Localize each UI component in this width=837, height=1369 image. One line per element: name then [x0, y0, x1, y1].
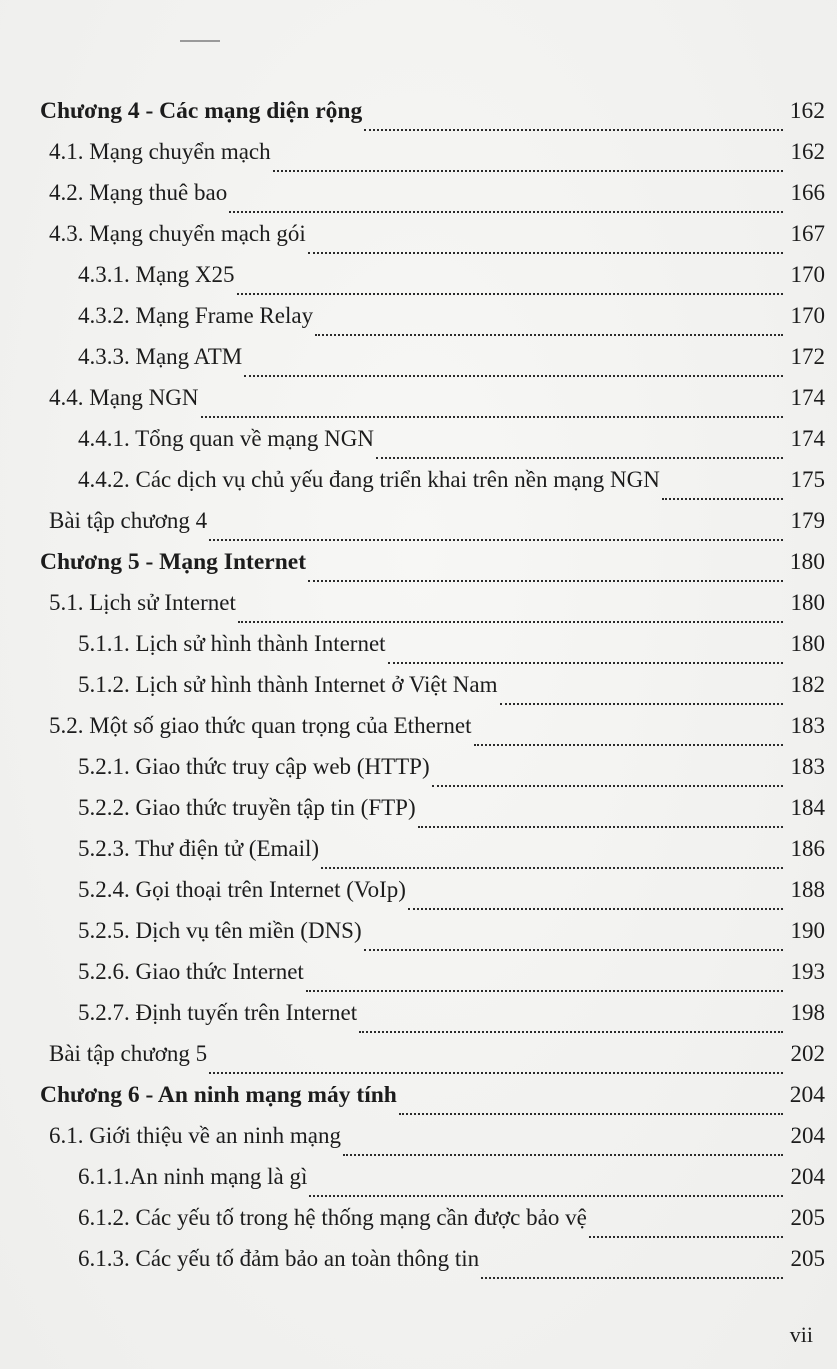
toc-page-number: 184: [790, 795, 825, 820]
toc-page-number: 179: [790, 508, 825, 533]
toc-entry-row: [40, 180, 825, 221]
toc-entry-row: [40, 1205, 825, 1246]
toc-chapter-row: [40, 1082, 825, 1123]
dot-leader: [308, 251, 783, 254]
toc-page-number: 167: [790, 221, 825, 246]
dot-leader: [315, 333, 783, 336]
toc-entry-row: [40, 1123, 825, 1164]
toc-entry-title: 4.3. Mạng chuyển mạch gói: [49, 221, 306, 246]
dot-leader: [238, 620, 783, 623]
toc-entry-title: 5.2.6. Giao thức Internet: [78, 959, 304, 984]
dot-leader: [432, 784, 783, 787]
toc-page-number: 162: [789, 98, 825, 124]
toc-chapter-row: [40, 98, 825, 139]
top-mark: [180, 40, 220, 42]
toc-page-number: 174: [790, 426, 825, 451]
dot-leader: [500, 702, 784, 705]
dot-leader: [306, 989, 783, 992]
toc-entry-title: Chương 4 - Các mạng diện rộng: [40, 98, 363, 124]
toc-entry-title: 5.1. Lịch sử Internet: [49, 590, 236, 615]
toc-entry-title: 4.4. Mạng NGN: [49, 385, 199, 410]
toc-entry-title: Chương 6 - An ninh mạng máy tính: [40, 1082, 397, 1108]
dot-leader: [408, 907, 783, 910]
toc-page-number: 204: [790, 1123, 825, 1148]
toc-page-number: 204: [789, 1082, 825, 1108]
toc-entry-row: [40, 959, 825, 1000]
toc-entry-row: [40, 590, 825, 631]
toc-page-number: 170: [790, 262, 825, 287]
toc-page-number: 180: [789, 549, 825, 575]
toc-entry-title: 5.2. Một số giao thức quan trọng của Ethernet: [49, 713, 472, 738]
toc-entry-title: 4.3.1. Mạng X25: [78, 262, 235, 287]
toc-entry-row: [40, 918, 825, 959]
toc-entry-row: [40, 754, 825, 795]
toc-entry-title: 4.3.2. Mạng Frame Relay: [78, 303, 314, 328]
toc-page-number: 190: [790, 918, 825, 943]
toc-entry-title: 5.2.3. Thư điện tử (Email): [78, 836, 320, 861]
dot-leader: [308, 579, 783, 582]
toc-entry-row: [40, 631, 825, 672]
dot-leader: [418, 825, 783, 828]
dot-leader: [589, 1235, 783, 1238]
dot-leader: [343, 1153, 783, 1156]
dot-leader: [474, 743, 783, 746]
toc-entry-title: 5.1.2. Lịch sử hình thành Internet ở Việt Nam: [78, 672, 498, 697]
dot-leader: [309, 1194, 783, 1197]
toc-page-number: 198: [790, 1000, 825, 1025]
dot-leader: [237, 292, 783, 295]
dot-leader: [376, 456, 783, 459]
toc-page-number: 183: [790, 754, 825, 779]
toc-entry-title: 4.4.2. Các dịch vụ chủ yếu đang triển khai trên nền mạng NGN: [78, 467, 660, 492]
toc-entry-row: [40, 1041, 825, 1082]
toc-page-number: 205: [790, 1246, 825, 1271]
toc-page-number: 193: [790, 959, 825, 984]
toc-entry-row: [40, 713, 825, 754]
dot-leader: [662, 497, 783, 500]
toc-entry-title: Chương 5 - Mạng Internet: [40, 549, 307, 575]
dot-leader: [244, 374, 783, 377]
dot-leader: [229, 210, 783, 213]
dot-leader: [201, 415, 784, 418]
toc-entry-title: Bài tập chương 5: [49, 1041, 208, 1066]
toc-page-number: 166: [790, 180, 825, 205]
toc-page-number: 172: [790, 344, 825, 369]
toc-page-number: 183: [790, 713, 825, 738]
toc-entry-row: [40, 508, 825, 549]
toc-page-number: 186: [790, 836, 825, 861]
toc-entry-title: 4.1. Mạng chuyển mạch: [49, 139, 271, 164]
toc-entry-row: [40, 426, 825, 467]
toc-entry-row: [40, 836, 825, 877]
toc-page-number: 202: [790, 1041, 825, 1066]
toc-entry-row: [40, 303, 825, 344]
toc-entry-row: [40, 1000, 825, 1041]
dot-leader: [209, 538, 783, 541]
toc-page-number: 162: [790, 139, 825, 164]
dot-leader: [321, 866, 783, 869]
toc-entry-title: 6.1.2. Các yếu tố trong hệ thống mạng cần được bảo vệ: [78, 1205, 587, 1230]
toc-entry-title: 4.2. Mạng thuê bao: [49, 180, 228, 205]
page-number-footer: vii: [789, 1322, 813, 1347]
toc-page-number: 188: [790, 877, 825, 902]
toc-entry-title: Bài tập chương 4: [49, 508, 208, 533]
dot-leader: [359, 1030, 783, 1033]
toc-entry-row: [40, 1164, 825, 1205]
dot-leader: [364, 948, 783, 951]
toc-entry-row: [40, 877, 825, 918]
toc-entry-row: [40, 221, 825, 262]
toc-page-number: 205: [790, 1205, 825, 1230]
toc-chapter-row: [40, 549, 825, 590]
dot-leader: [481, 1276, 783, 1279]
dot-leader: [273, 169, 783, 172]
toc-entry-title: 5.2.7. Định tuyến trên Internet: [78, 1000, 358, 1025]
toc-entry-title: 5.2.5. Dịch vụ tên miền (DNS): [78, 918, 362, 943]
toc-page-number: 182: [790, 672, 825, 697]
toc-entry-row: [40, 139, 825, 180]
toc-page-number: 175: [790, 467, 825, 492]
toc-entry-title: 4.3.3. Mạng ATM: [78, 344, 243, 369]
table-of-contents: [40, 98, 825, 1287]
toc-entry-title: 6.1. Giới thiệu về an ninh mạng: [49, 1123, 341, 1148]
toc-page-number: 174: [790, 385, 825, 410]
toc-entry-title: 5.1.1. Lịch sử hình thành Internet: [78, 631, 386, 656]
toc-entry-row: [40, 344, 825, 385]
dot-leader: [364, 128, 783, 131]
toc-entry-title: 4.4.1. Tổng quan về mạng NGN: [78, 426, 374, 451]
toc-page-number: 180: [790, 631, 825, 656]
toc-entry-row: [40, 1246, 825, 1287]
toc-entry-title: 6.1.3. Các yếu tố đảm bảo an toàn thông tin: [78, 1246, 480, 1271]
toc-entry-row: [40, 467, 825, 508]
toc-page-number: 170: [790, 303, 825, 328]
toc-page-number: 180: [790, 590, 825, 615]
toc-entry-title: 6.1.1.An ninh mạng là gì: [78, 1164, 308, 1189]
dot-leader: [399, 1112, 783, 1115]
toc-entry-title: 5.2.1. Giao thức truy cập web (HTTP): [78, 754, 430, 779]
toc-entry-row: [40, 672, 825, 713]
toc-entry-row: [40, 795, 825, 836]
dot-leader: [209, 1071, 783, 1074]
toc-entry-title: 5.2.4. Gọi thoại trên Internet (VoIp): [78, 877, 406, 902]
toc-entry-row: [40, 262, 825, 303]
toc-entry-title: 5.2.2. Giao thức truyền tập tin (FTP): [78, 795, 416, 820]
toc-entry-row: [40, 385, 825, 426]
dot-leader: [388, 661, 783, 664]
toc-page-number: 204: [790, 1164, 825, 1189]
